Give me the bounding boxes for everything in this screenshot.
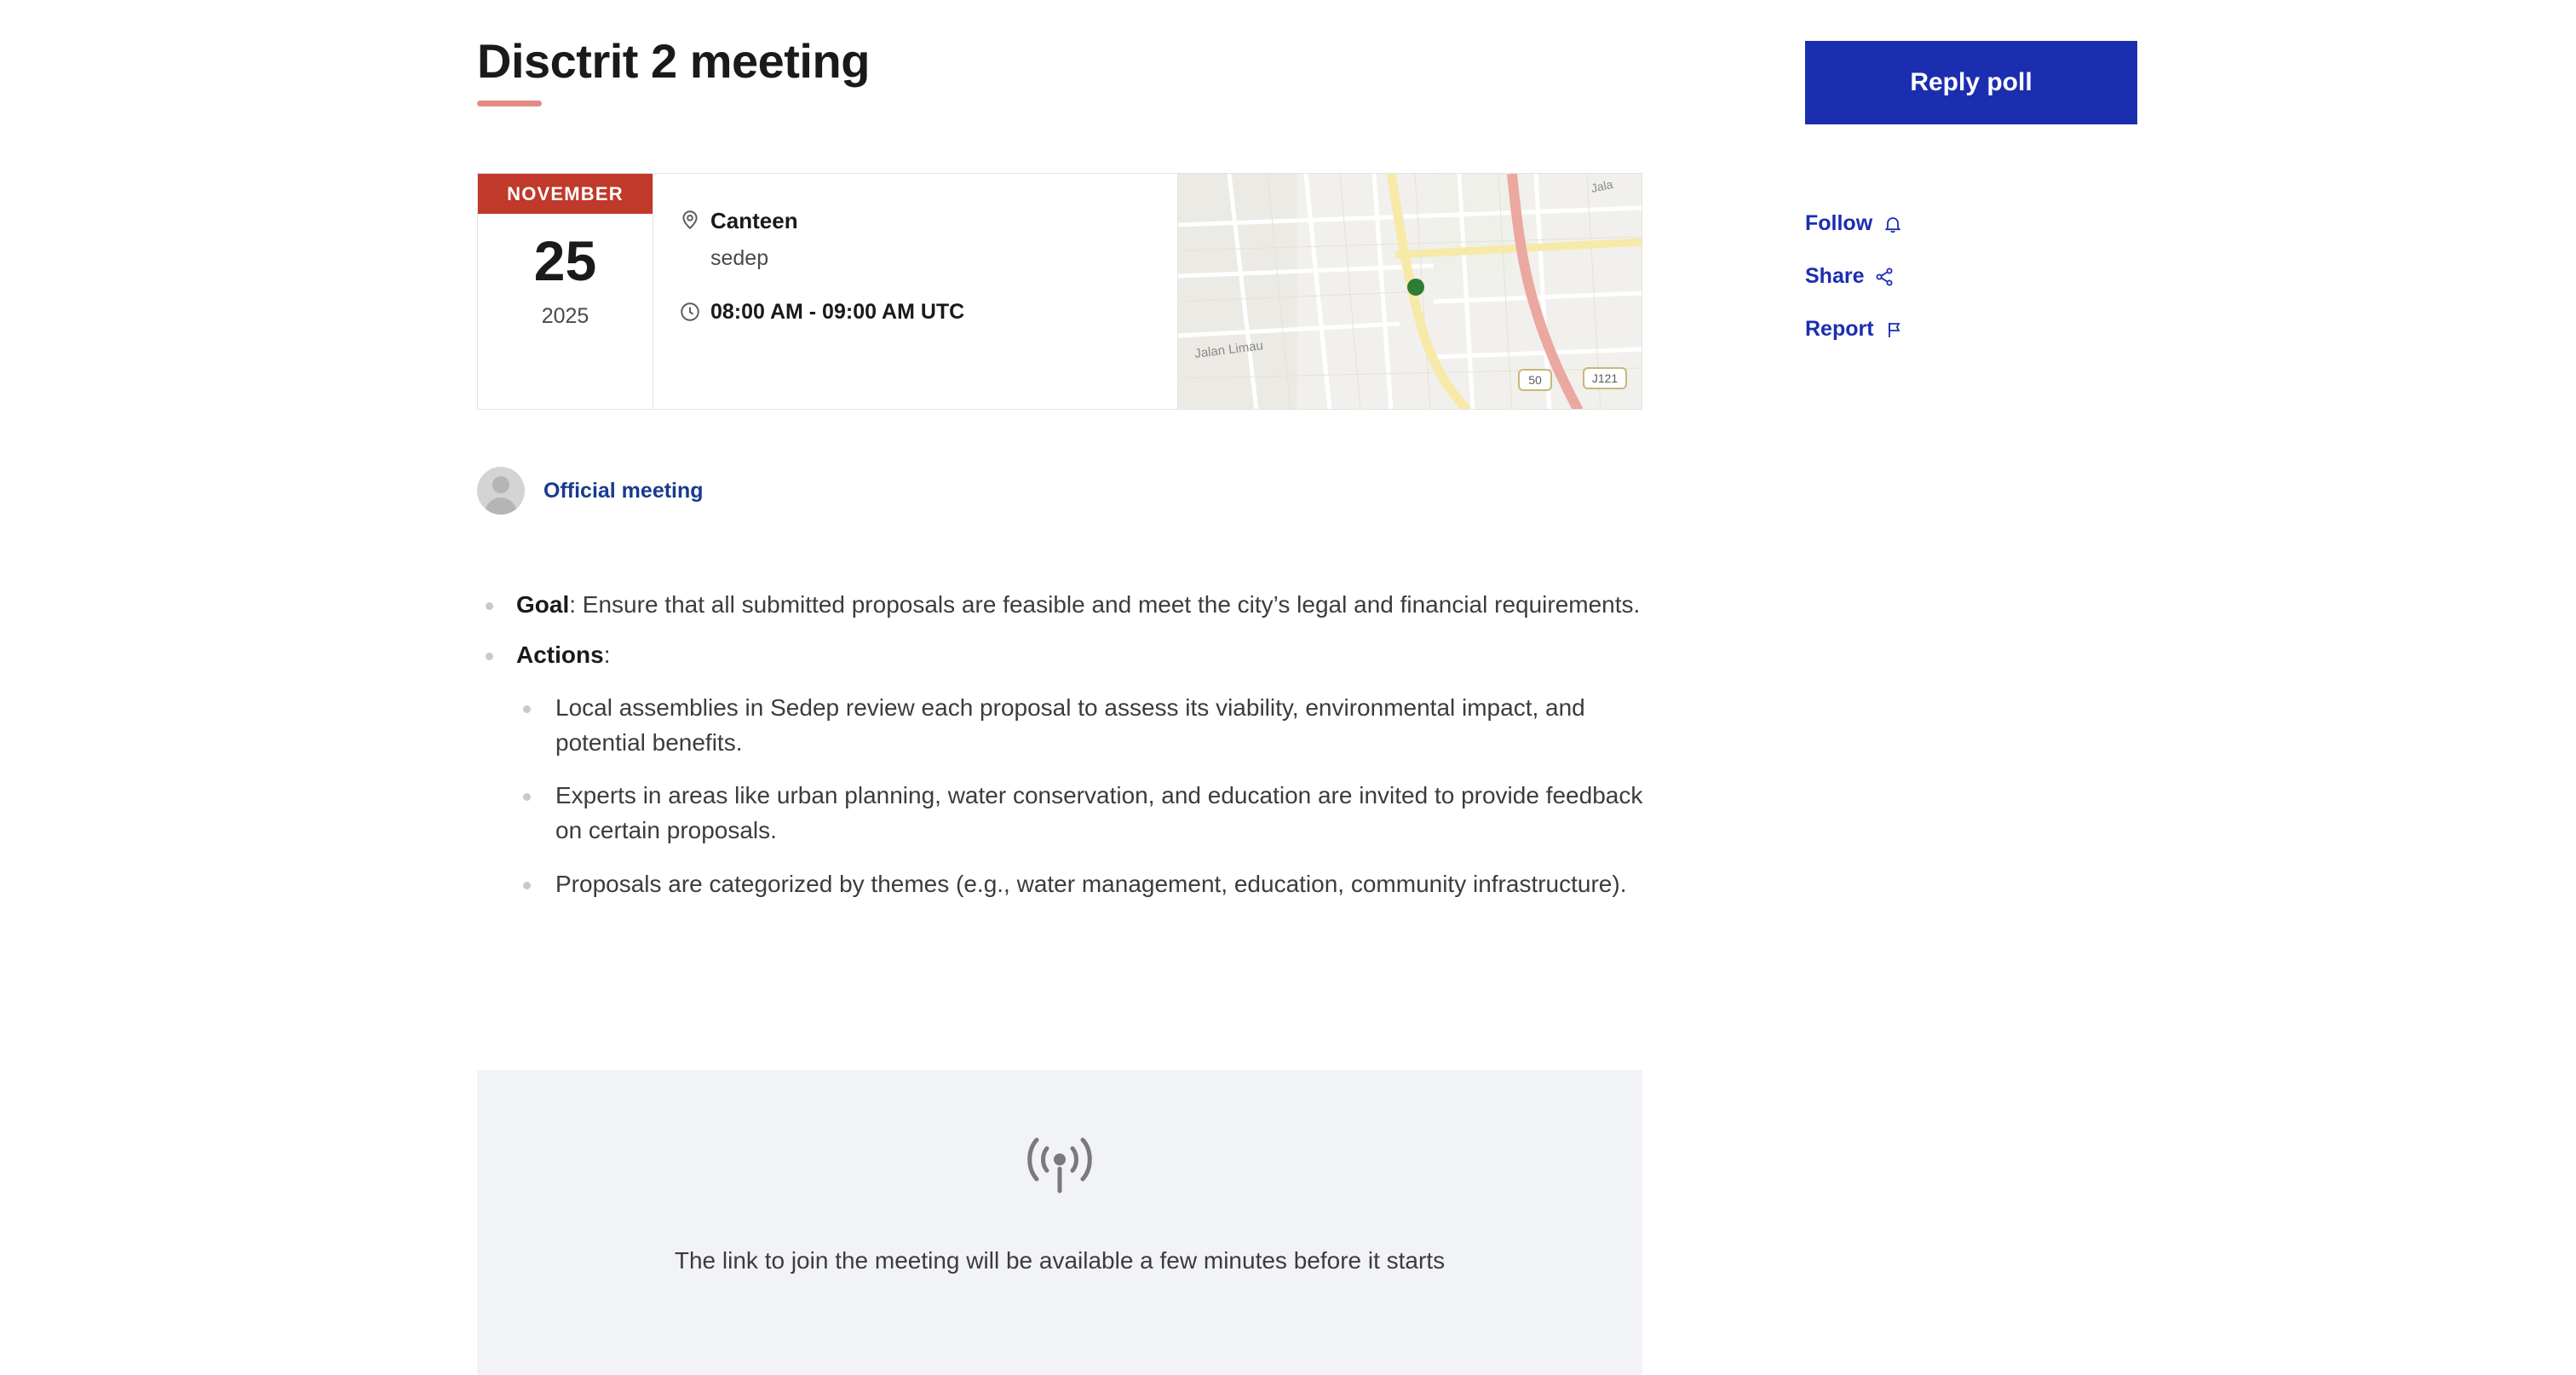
- event-time: 08:00 AM - 09:00 AM UTC: [710, 300, 965, 324]
- broadcast-icon: [477, 1133, 1642, 1203]
- clock-icon: [679, 301, 701, 323]
- report-label: Report: [1805, 317, 1874, 341]
- actions-sublist: [516, 691, 1644, 901]
- list-item: [477, 588, 1644, 623]
- share-icon: [1874, 267, 1895, 287]
- event-location-sub: sedep: [710, 246, 769, 270]
- list-item: [477, 638, 1644, 902]
- actions-label: Actions: [516, 641, 604, 668]
- title-underline: [477, 101, 542, 106]
- bell-icon: [1883, 214, 1903, 234]
- follow-action[interactable]: [1805, 211, 1903, 236]
- avatar-body: [485, 498, 517, 515]
- meeting-description: [477, 588, 1644, 920]
- avatar-head: [492, 476, 509, 493]
- reply-poll-button[interactable]: Reply poll: [1805, 41, 2137, 124]
- event-map[interactable]: [1178, 174, 1642, 409]
- map-image: [1178, 174, 1642, 409]
- event-info-block: [653, 174, 1178, 409]
- svg-text:Jalan Limau: Jalan Limau: [1193, 338, 1264, 361]
- author-row[interactable]: [477, 467, 704, 515]
- goal-text: : Ensure that all submitted proposals are feasible and meet the city’s legal and financial requirements.: [569, 591, 1641, 618]
- stream-message: The link to join the meeting will be available a few minutes before it starts: [674, 1247, 1446, 1274]
- page-title-block: [477, 34, 1670, 106]
- event-date-block: [478, 174, 653, 409]
- share-action[interactable]: [1805, 264, 1895, 289]
- avatar: [477, 467, 525, 515]
- event-year: 2025: [541, 304, 589, 328]
- event-month: NOVEMBER: [478, 174, 653, 214]
- event-location-line: [679, 208, 1152, 234]
- event-time-line: [679, 300, 1152, 325]
- svg-text:J121: J121: [1591, 371, 1619, 385]
- description-list: [477, 588, 1644, 901]
- author-name[interactable]: Official meeting: [543, 478, 704, 503]
- stream-info-box: [477, 1070, 1642, 1375]
- flag-icon: [1884, 319, 1905, 340]
- goal-label: Goal: [516, 591, 570, 618]
- list-item: Experts in areas like urban planning, water conservation, and education are invited to provide feedback on certain proposals.: [516, 779, 1644, 848]
- actions-text: :: [603, 641, 611, 668]
- page-title: Disctrit 2 meeting: [477, 34, 870, 88]
- side-actions: [1805, 211, 2086, 370]
- svg-text:50: 50: [1528, 373, 1542, 387]
- share-label: Share: [1805, 264, 1865, 288]
- event-location-name: Canteen: [710, 208, 798, 233]
- location-pin-icon: [679, 209, 701, 231]
- follow-label: Follow: [1805, 211, 1873, 235]
- report-action[interactable]: [1805, 317, 1905, 342]
- svg-text:Jala: Jala: [1590, 176, 1614, 195]
- event-day: 25: [533, 229, 597, 292]
- list-item: Local assemblies in Sedep review each proposal to assess its viability, environmental impact, and potential benefits.: [516, 691, 1644, 760]
- list-item: Proposals are categorized by themes (e.g., water management, education, community infrastructure).: [516, 867, 1644, 902]
- event-card: [477, 173, 1642, 410]
